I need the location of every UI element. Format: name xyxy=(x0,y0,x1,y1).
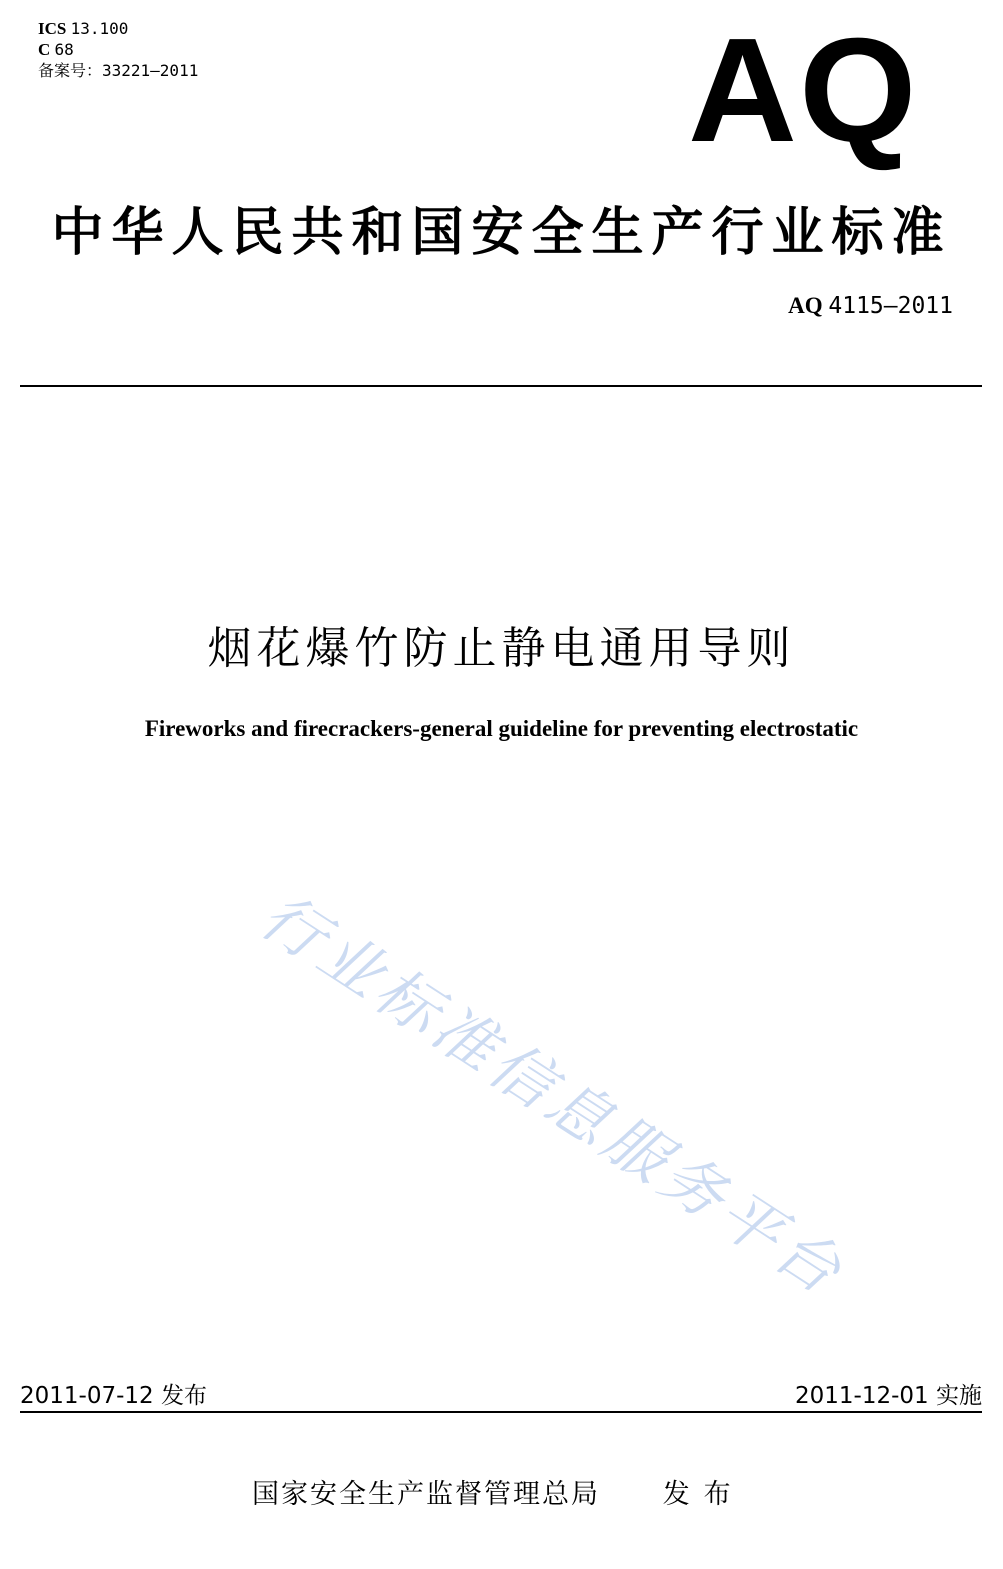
filing-number: 备案号：33221—2011 xyxy=(38,61,199,80)
implementation-date: 2011-12-01 实施 xyxy=(795,1383,982,1409)
top-divider xyxy=(20,385,982,387)
ccs-label: C xyxy=(38,40,51,59)
ics-label: ICS xyxy=(38,19,67,38)
ics-line xyxy=(38,18,198,39)
issuer-action: 发布 xyxy=(662,1479,745,1510)
document-title-chinese: 烟花爆竹防止静电通用导则 xyxy=(207,623,796,674)
ics-code: 13.100 xyxy=(70,19,129,38)
bottom-divider xyxy=(20,1411,982,1413)
ccs-code: 68 xyxy=(54,40,74,59)
classification-block xyxy=(38,18,198,81)
standard-number xyxy=(788,293,953,319)
document-title-english: Fireworks and firecrackers-general guideline for preventing electrostatic xyxy=(144,716,859,741)
standard-number-prefix: AQ xyxy=(788,293,823,318)
issuer-name: 国家安全生产监督管理总局 xyxy=(252,1479,600,1510)
ccs-line xyxy=(38,39,198,60)
issuer-line xyxy=(252,1472,745,1511)
standard-number-value: 4115—2011 xyxy=(828,293,953,319)
watermark: 行业标准信息服务平台 xyxy=(248,878,859,1311)
issue-date: 2011-07-12 发布 xyxy=(20,1383,207,1409)
aq-logo: AQ xyxy=(688,8,919,173)
standard-category-title: 中华人民共和国安全生产行业标准 xyxy=(51,203,952,263)
